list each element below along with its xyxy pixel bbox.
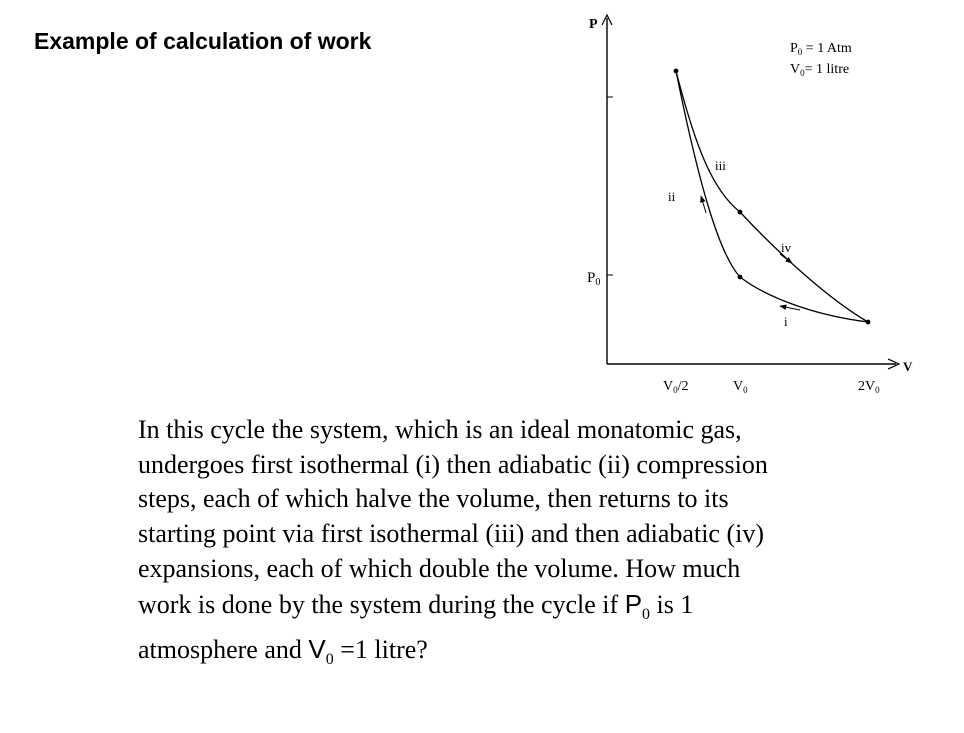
process-label-iv: iv xyxy=(781,240,792,255)
question-line: expansions, each of which double the volume. How much xyxy=(138,553,741,583)
question-line: steps, each of which halve the volume, then returns to its xyxy=(138,484,729,514)
question-line: starting point via first isothermal (iii) and then adiabatic (iv) xyxy=(138,519,764,549)
p0-label: $P_0$ xyxy=(587,270,601,288)
question-line: atmosphere and $V_0 =1$ litre? xyxy=(138,634,428,669)
arrow-iv-icon xyxy=(780,254,792,263)
state-point-outer-mid xyxy=(738,210,743,215)
tick-label-v0: $V_0$ xyxy=(733,379,748,395)
question-line: work is done by the system during the cycle if $P_0$ is 1 xyxy=(138,588,694,623)
arrow-i-icon xyxy=(780,306,800,310)
p-axis-label: P xyxy=(589,17,598,32)
arrow-ii-icon xyxy=(701,196,706,213)
question-line: undergoes first isothermal (i) then adiabatic (ii) compression xyxy=(138,449,768,479)
process-label-ii: ii xyxy=(668,189,676,204)
state-point-top xyxy=(674,69,679,74)
tick-label-v0-half: $V_0/2$ xyxy=(663,379,689,395)
question-line: In this cycle the system, which is an ideal monatomic gas, xyxy=(138,415,742,444)
state-point-right xyxy=(866,320,871,325)
legend-volume: $V_0= 1$ litre xyxy=(790,62,850,78)
process-label-iii: iii xyxy=(715,158,726,173)
legend-pressure: $P_0 = 1$ Atm xyxy=(790,41,852,57)
slide-title: Example of calculation of work xyxy=(34,28,372,54)
question-text xyxy=(138,413,858,678)
v-axis-label: V xyxy=(903,359,913,374)
state-point-inner-mid xyxy=(738,275,743,280)
tick-label-2v0: $2V_0$ xyxy=(858,379,880,395)
process-label-i: i xyxy=(784,314,788,329)
curve-inner xyxy=(676,71,868,322)
